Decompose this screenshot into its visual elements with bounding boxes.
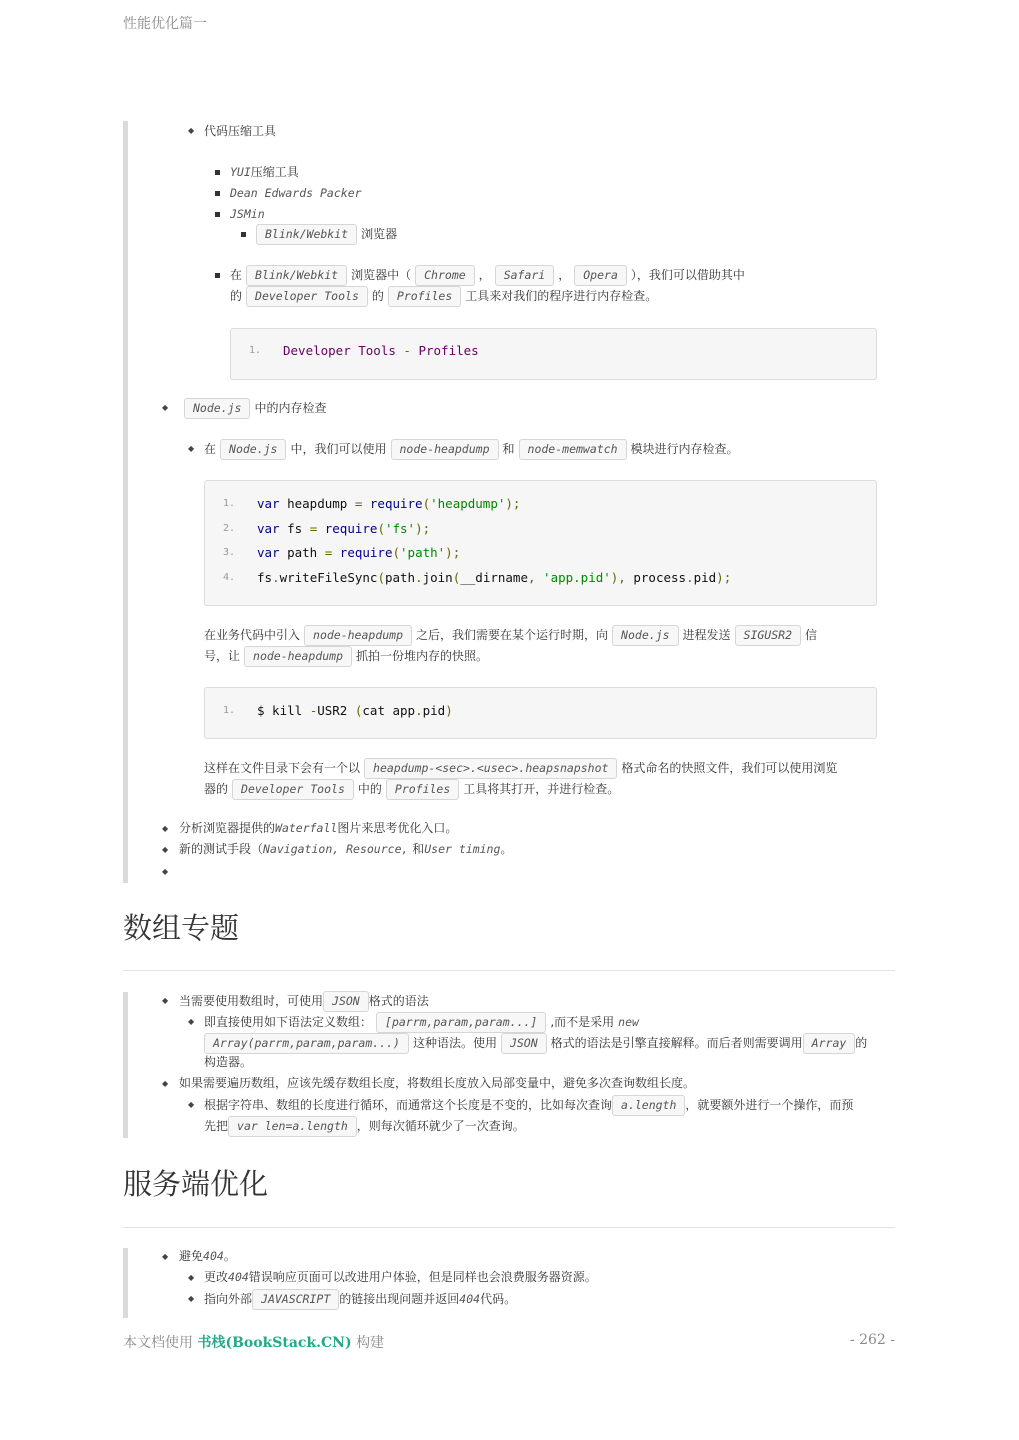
line-number: 1. [223,498,236,509]
line-number: 1. [249,345,262,356]
list-item-cache-length: 如果需要遍历数组，应该先缓存数组长度，将数组长度放入局部变量中，避免多次查询数组长度。 [179,1076,696,1090]
paragraph-heapsnapshot-line2: 器的 Developer Tools 中的 Profiles 工具将其打开，并进行检查。 [204,779,619,800]
bullet-square-icon [215,170,220,175]
footer-credit [123,1332,384,1352]
bullet-diamond-icon: ◆ [188,1017,195,1026]
code-line: var fs = require('fs'); [257,521,431,536]
footer-suffix: 构建 [356,1335,385,1351]
bullet-diamond-icon: ◆ [162,1252,169,1261]
list-item-loop-line2: 先把 var len=a.length ，则每次循环就少了一次查询。 [204,1116,525,1137]
bullet-square-icon [215,191,220,196]
list-item-literal: 即直接使用如下语法定义数组： [parrm,param,param...] ,而不是采用 new [204,1012,639,1033]
bullet-square-icon [215,273,220,278]
list-item-blink: Blink/Webkit 浏览器 [252,224,397,245]
list-item-waterfall: 分析浏览器提供的Waterfall图片来思考优化入口。 [179,821,458,835]
heading-array: 数组专题 [123,911,240,945]
footer-prefix: 本文档使用 [123,1335,193,1351]
list-item-loop: 根据字符串、数组的长度进行循环，而通常这个长度是不变的，比如每次查询 a.length ，就要额外进行一个操作，而预 [204,1095,853,1116]
list-item-avoid-404: 避免404。 [179,1249,236,1263]
code-block-devtools [230,328,877,380]
bullet-diamond-icon: ◆ [162,1079,169,1088]
list-item-node-memory: Node.js 中的内存检查 [180,398,326,419]
paragraph-sigusr2-line2: 号，让 node-heapdump 抓拍一份堆内存的快照。 [204,646,488,667]
line-number: 3. [223,547,236,558]
list-item-404-page: 更改404错误响应页面可以改进用户体验，但是同样也会浪费服务器资源。 [204,1270,597,1284]
bullet-diamond-icon: ◆ [162,996,169,1005]
line-number: 4. [223,572,236,583]
line-number: 2. [223,523,236,534]
page-header-title: 性能优化篇一 [123,16,207,32]
code-block-kill [204,687,877,739]
list-item-compress-tools: 代码压缩工具 [204,124,277,138]
bullet-diamond-icon: ◆ [162,867,169,876]
code-line: Developer Tools - Profiles [283,343,479,358]
heading-divider [123,1227,895,1228]
list-item-literal-line3: 构造器。 [204,1055,253,1069]
paragraph-sigusr2: 在业务代码中引入 node-heapdump 之后，我们需要在某个运行时期，向 Node.js 进程发送 SIGUSR2 信 [204,625,817,646]
heading-server: 服务端优化 [123,1167,269,1201]
list-item-json: 当需要使用数组时，可使用 JSON 格式的语法 [179,991,429,1012]
list-item-literal-line2: Array(parrm,param,param...) 这种语法。使用 JSON 格式的语法是引擎直接解释。而后者则需要调用 Array 的 [204,1033,867,1054]
list-item-packer: Dean Edwards Packer [230,186,362,200]
paragraph-blink-tools: 在 Blink/Webkit 浏览器中（ Chrome ， Safari ， Opera ），我们可以借助其中 [230,265,745,286]
paragraph-node-modules: 在 Node.js 中，我们可以使用 node-heapdump 和 node-memwatch 模块进行内存检查。 [204,439,739,460]
code-line: var path = require('path'); [257,545,461,560]
list-item-jsmin: JSMin [230,207,265,221]
bullet-diamond-icon: ◆ [188,1294,195,1303]
bullet-diamond-icon: ◆ [188,444,195,453]
bullet-square-icon [215,212,220,217]
code-block-heapdump [204,480,877,606]
bullet-diamond-icon: ◆ [162,824,169,833]
bullet-diamond-icon: ◆ [162,845,169,854]
line-number: 1. [223,705,236,716]
footer-brand-link[interactable]: 书栈(BookStack.CN) [197,1335,352,1351]
list-item-yui: YUI压缩工具 [230,165,299,179]
bullet-diamond-icon: ◆ [188,1100,195,1109]
bullet-diamond-icon: ◆ [162,403,169,412]
heading-divider [123,970,895,971]
page-number: - 262 - [849,1332,895,1348]
paragraph-blink-tools-line2: 的 Developer Tools 的 Profiles 工具来对我们的程序进行内存检查。 [230,286,657,307]
code-line: $ kill -USR2 (cat app.pid) [257,703,453,718]
bullet-diamond-icon: ◆ [188,126,195,135]
code-line: var heapdump = require('heapdump'); [257,496,521,511]
code-line: fs.writeFileSync(path.join(__dirname, 'app.pid'), process.pid); [257,570,732,585]
list-item-new-testing: 新的测试手段（Navigation, Resource, 和User timing。 [179,842,513,856]
bullet-square-icon [241,232,246,237]
bullet-diamond-icon: ◆ [188,1273,195,1282]
list-item-external-js: 指向外部 JAVASCRIPT 的链接出现问题并返回404代码。 [204,1289,516,1310]
paragraph-heapsnapshot: 这样在文件目录下会有一个以 heapdump-<sec>.<usec>.heapsnapshot 格式命名的快照文件，我们可以使用浏览 [204,758,837,779]
